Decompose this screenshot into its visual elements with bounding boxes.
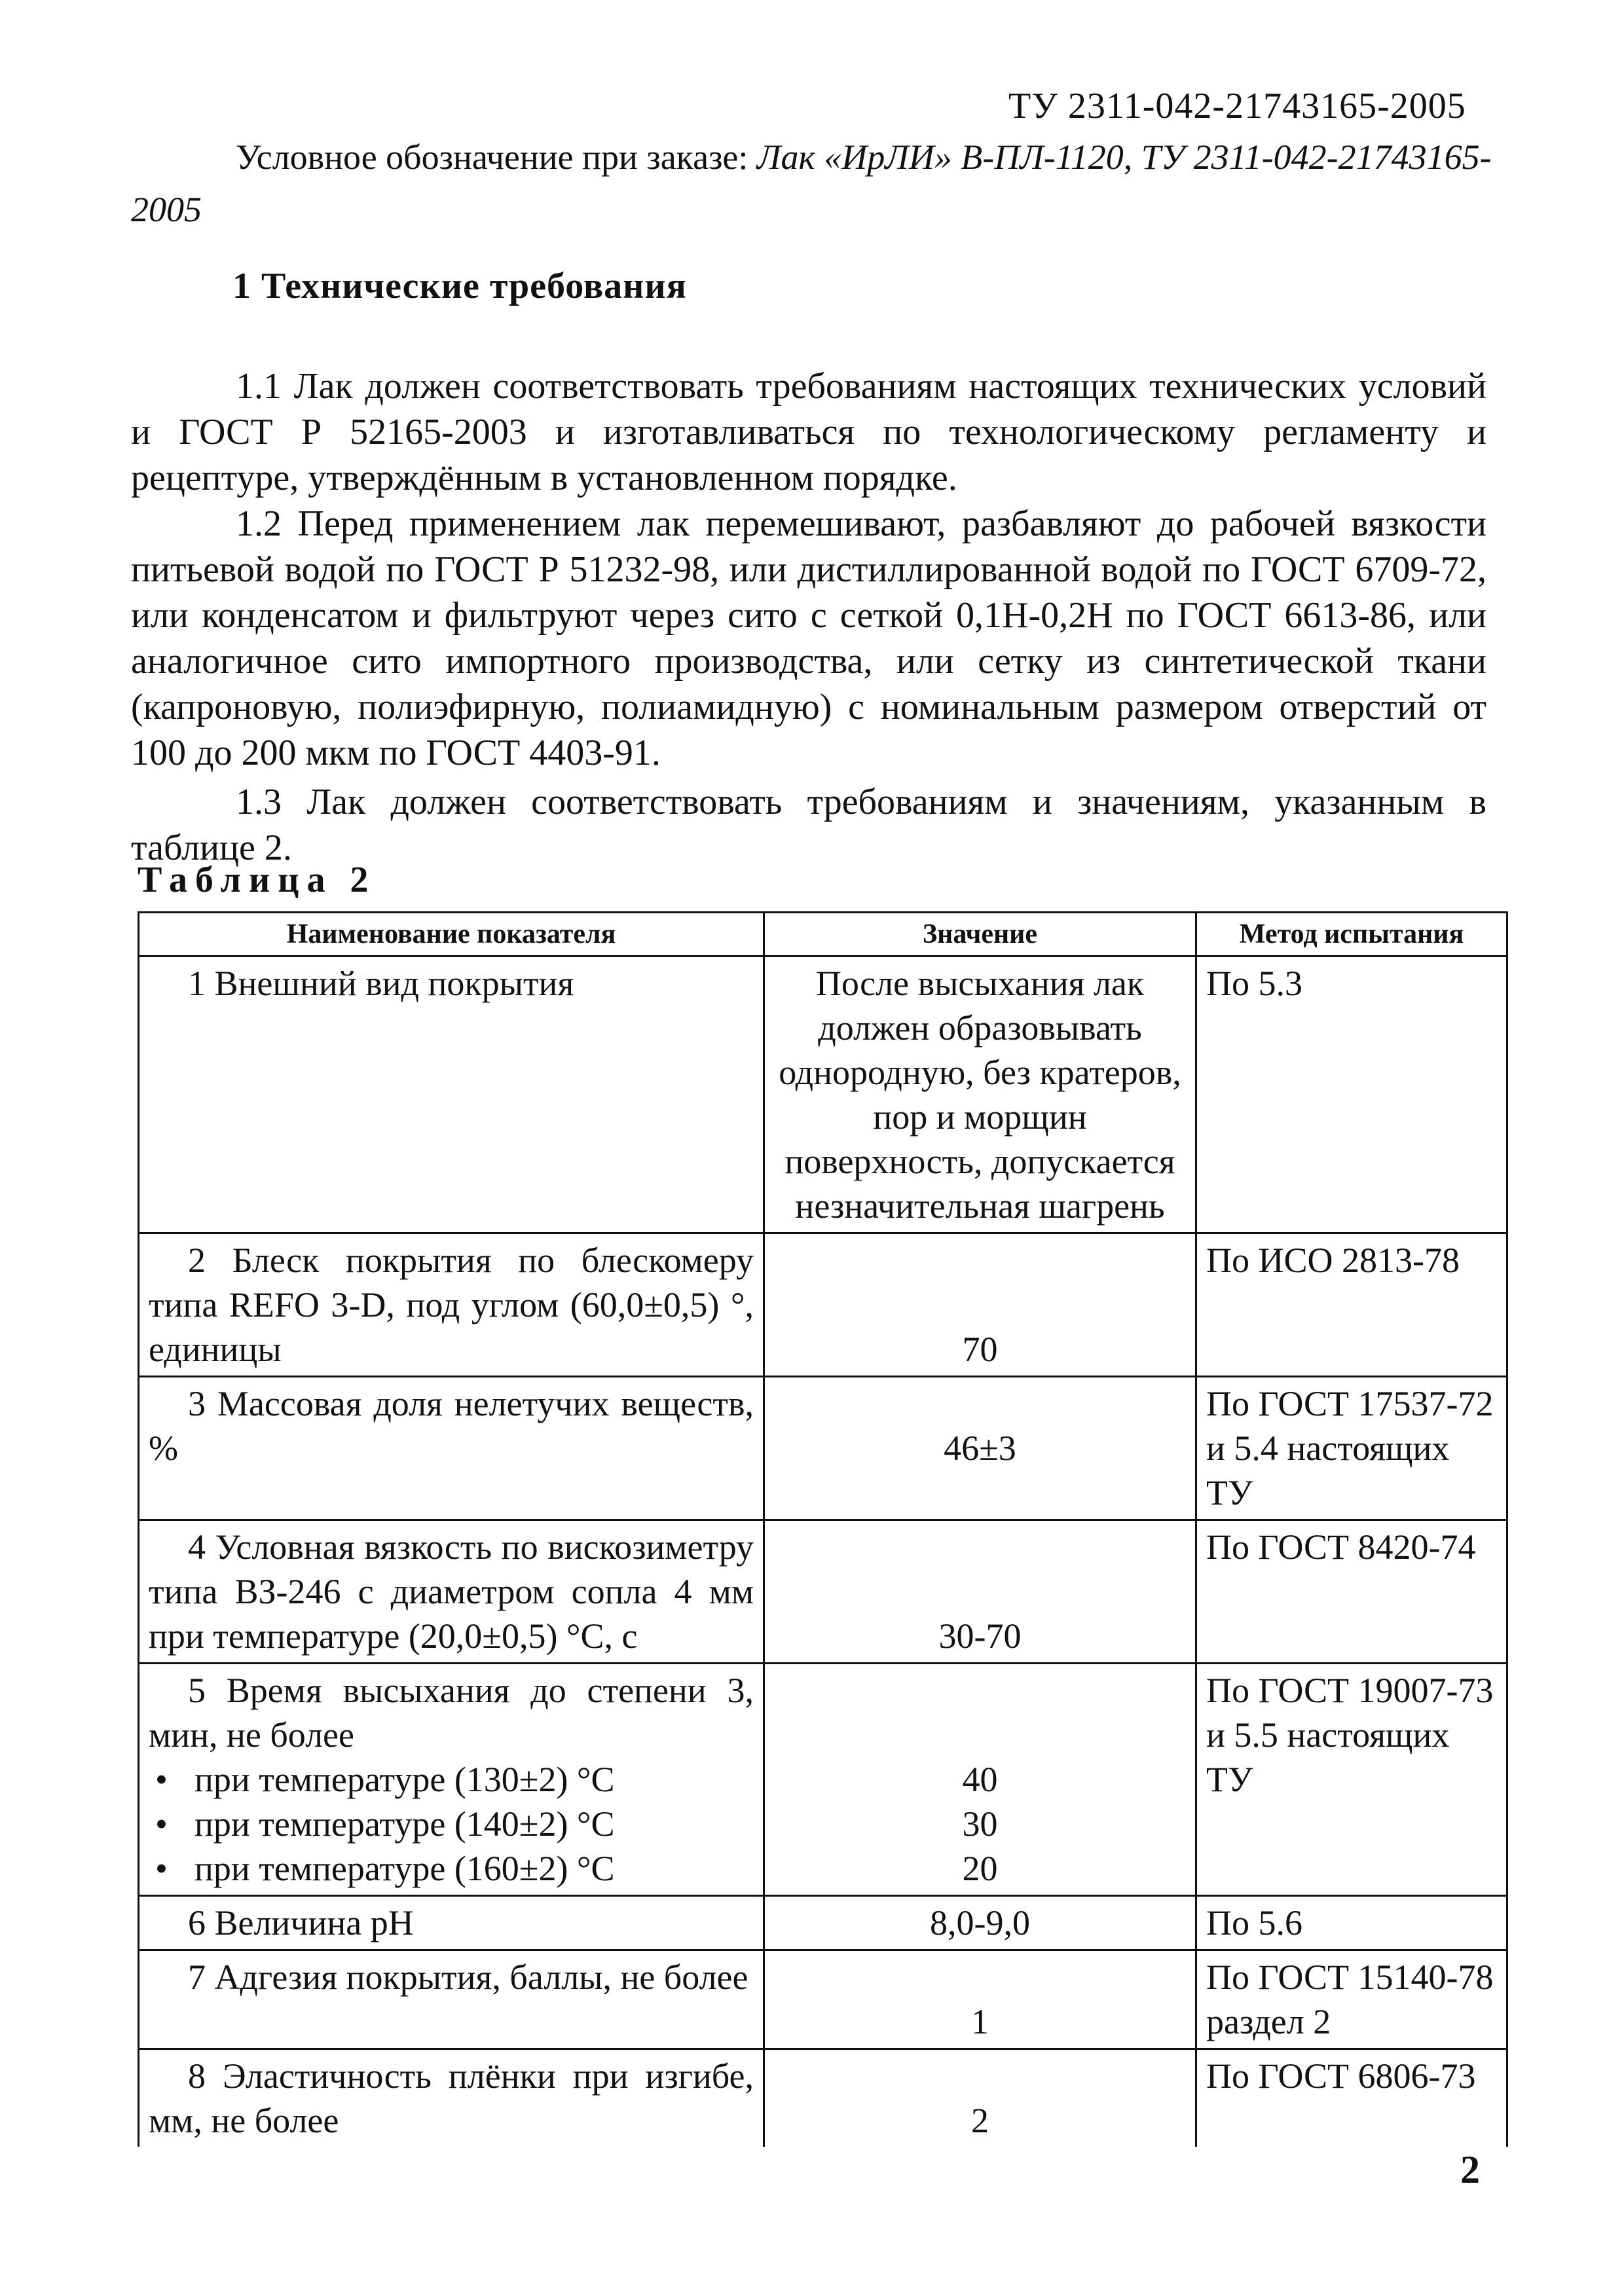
requirements-table bbox=[138, 911, 1508, 2147]
row-5-name-text: 5 Время высыхания до степени 3, мин, не более bbox=[149, 1671, 754, 1755]
table-row bbox=[139, 1950, 1507, 2049]
document-code: ТУ 2311-042-21743165-2005 bbox=[1008, 86, 1466, 126]
row-8-method: По ГОСТ 6806-73 bbox=[1196, 2049, 1507, 2147]
column-header-method: Метод испытания bbox=[1196, 913, 1507, 957]
paragraph-1-2: 1.2 Перед применением лак перемешивают, разбавляют до рабочей вязкости питьевой водой по ГОСТ Р 51232-98, или дистиллированной водой по ГОСТ 6709-72, или конденсатом и фильтруют через сито с сеткой 0,1Н-0,2Н по ГОСТ 6613-86, или аналогичное сито импортного производства, или сетку из синтетической ткани (капроновую, полиэфирную, полиамидную) с номинальным размером отверстий от 100 до 200 мкм по ГОСТ 4403-91. bbox=[131, 503, 1486, 773]
row-3-name: 3 Массовая доля нелетучих веществ, % bbox=[139, 1377, 764, 1520]
table-row bbox=[139, 2049, 1507, 2147]
list-item: • при температуре (160±2) °С bbox=[155, 1849, 615, 1888]
row-8-value: 2 bbox=[764, 2049, 1196, 2147]
table-row bbox=[139, 957, 1507, 1233]
row-4-method: По ГОСТ 8420-74 bbox=[1196, 1520, 1507, 1664]
row-7-value: 1 bbox=[764, 1950, 1196, 2049]
condition-value: 40 bbox=[962, 1760, 998, 1799]
row-7-method: По ГОСТ 15140-78 раздел 2 bbox=[1196, 1950, 1507, 2049]
condition-label: при температуре (160±2) °С bbox=[194, 1849, 615, 1888]
table-row bbox=[139, 1664, 1507, 1896]
column-header-name: Наименование показателя bbox=[139, 913, 764, 957]
row-3-method: По ГОСТ 17537-72 и 5.4 настоящих ТУ bbox=[1196, 1377, 1507, 1520]
row-2-method: По ИСО 2813-78 bbox=[1196, 1233, 1507, 1377]
row-4-value: 30-70 bbox=[764, 1520, 1196, 1664]
row-3-value: 46±3 bbox=[764, 1377, 1196, 1520]
paragraph-1-1: 1.1 Лак должен соответствовать требованиям настоящих технических условий и ГОСТ Р 52165-2003 и изготавливаться по технологическому регламенту и рецептуре, утверждённым в установленном порядке. bbox=[131, 366, 1486, 498]
row-1-name: 1 Внешний вид покрытия bbox=[139, 957, 764, 1233]
table-caption: Таблица 2 bbox=[138, 860, 377, 900]
row-5-name bbox=[139, 1664, 764, 1896]
condition-value: 30 bbox=[962, 1804, 998, 1844]
column-header-value: Значение bbox=[764, 913, 1196, 957]
row-5-method: По ГОСТ 19007-73 и 5.5 настоящих ТУ bbox=[1196, 1664, 1507, 1896]
row-2-value: 70 bbox=[764, 1233, 1196, 1377]
order-designation bbox=[131, 131, 1493, 236]
row-1-value: После высыхания лак должен образовывать однородную, без кратеров, пор и морщин поверхность, допускается незначительная шагрень bbox=[764, 957, 1196, 1233]
table-header-row bbox=[139, 913, 1507, 957]
condition-label: при температуре (130±2) °С bbox=[194, 1760, 615, 1799]
row-1-method: По 5.3 bbox=[1196, 957, 1507, 1233]
list-item: • при температуре (130±2) °С bbox=[155, 1760, 615, 1799]
page-number: 2 bbox=[1460, 2148, 1480, 2191]
row-6-name: 6 Величина рН bbox=[139, 1896, 764, 1950]
table-row bbox=[139, 1377, 1507, 1520]
table-row bbox=[139, 1520, 1507, 1664]
list-item: • при температуре (140±2) °С bbox=[155, 1804, 615, 1844]
table-row bbox=[139, 1896, 1507, 1950]
row-8-name: 8 Эластичность плёнки при изгибе, мм, не более bbox=[139, 2049, 764, 2147]
table-row bbox=[139, 1233, 1507, 1377]
row-7-name: 7 Адгезия покрытия, баллы, не более bbox=[139, 1950, 764, 2049]
row-6-value: 8,0-9,0 bbox=[764, 1896, 1196, 1950]
row-5-values bbox=[764, 1664, 1196, 1896]
condition-label: при температуре (140±2) °С bbox=[194, 1804, 615, 1844]
section-title: 1 Технические требования bbox=[232, 266, 687, 306]
condition-value: 20 bbox=[962, 1849, 998, 1888]
row-4-name: 4 Условная вязкость по вискозиметру типа ВЗ-246 с диаметром сопла 4 мм при температуре (20,0±0,5) °С, с bbox=[139, 1520, 764, 1664]
row-5-conditions bbox=[149, 1757, 754, 1891]
order-designation-value: Лак «ИрЛИ» В-ПЛ-1120, ТУ 2311-042-21743165-2005 bbox=[131, 137, 1492, 229]
row-2-name: 2 Блеск покрытия по блескомеру типа REFO 3-D, под углом (60,0±0,5) °, единицы bbox=[139, 1233, 764, 1377]
order-designation-prefix: Условное обозначение при заказе: bbox=[236, 137, 757, 177]
paragraph-1-3: 1.3 Лак должен соответствовать требованиям и значениям, указанным в таблице 2. bbox=[131, 782, 1486, 868]
row-6-method: По 5.6 bbox=[1196, 1896, 1507, 1950]
